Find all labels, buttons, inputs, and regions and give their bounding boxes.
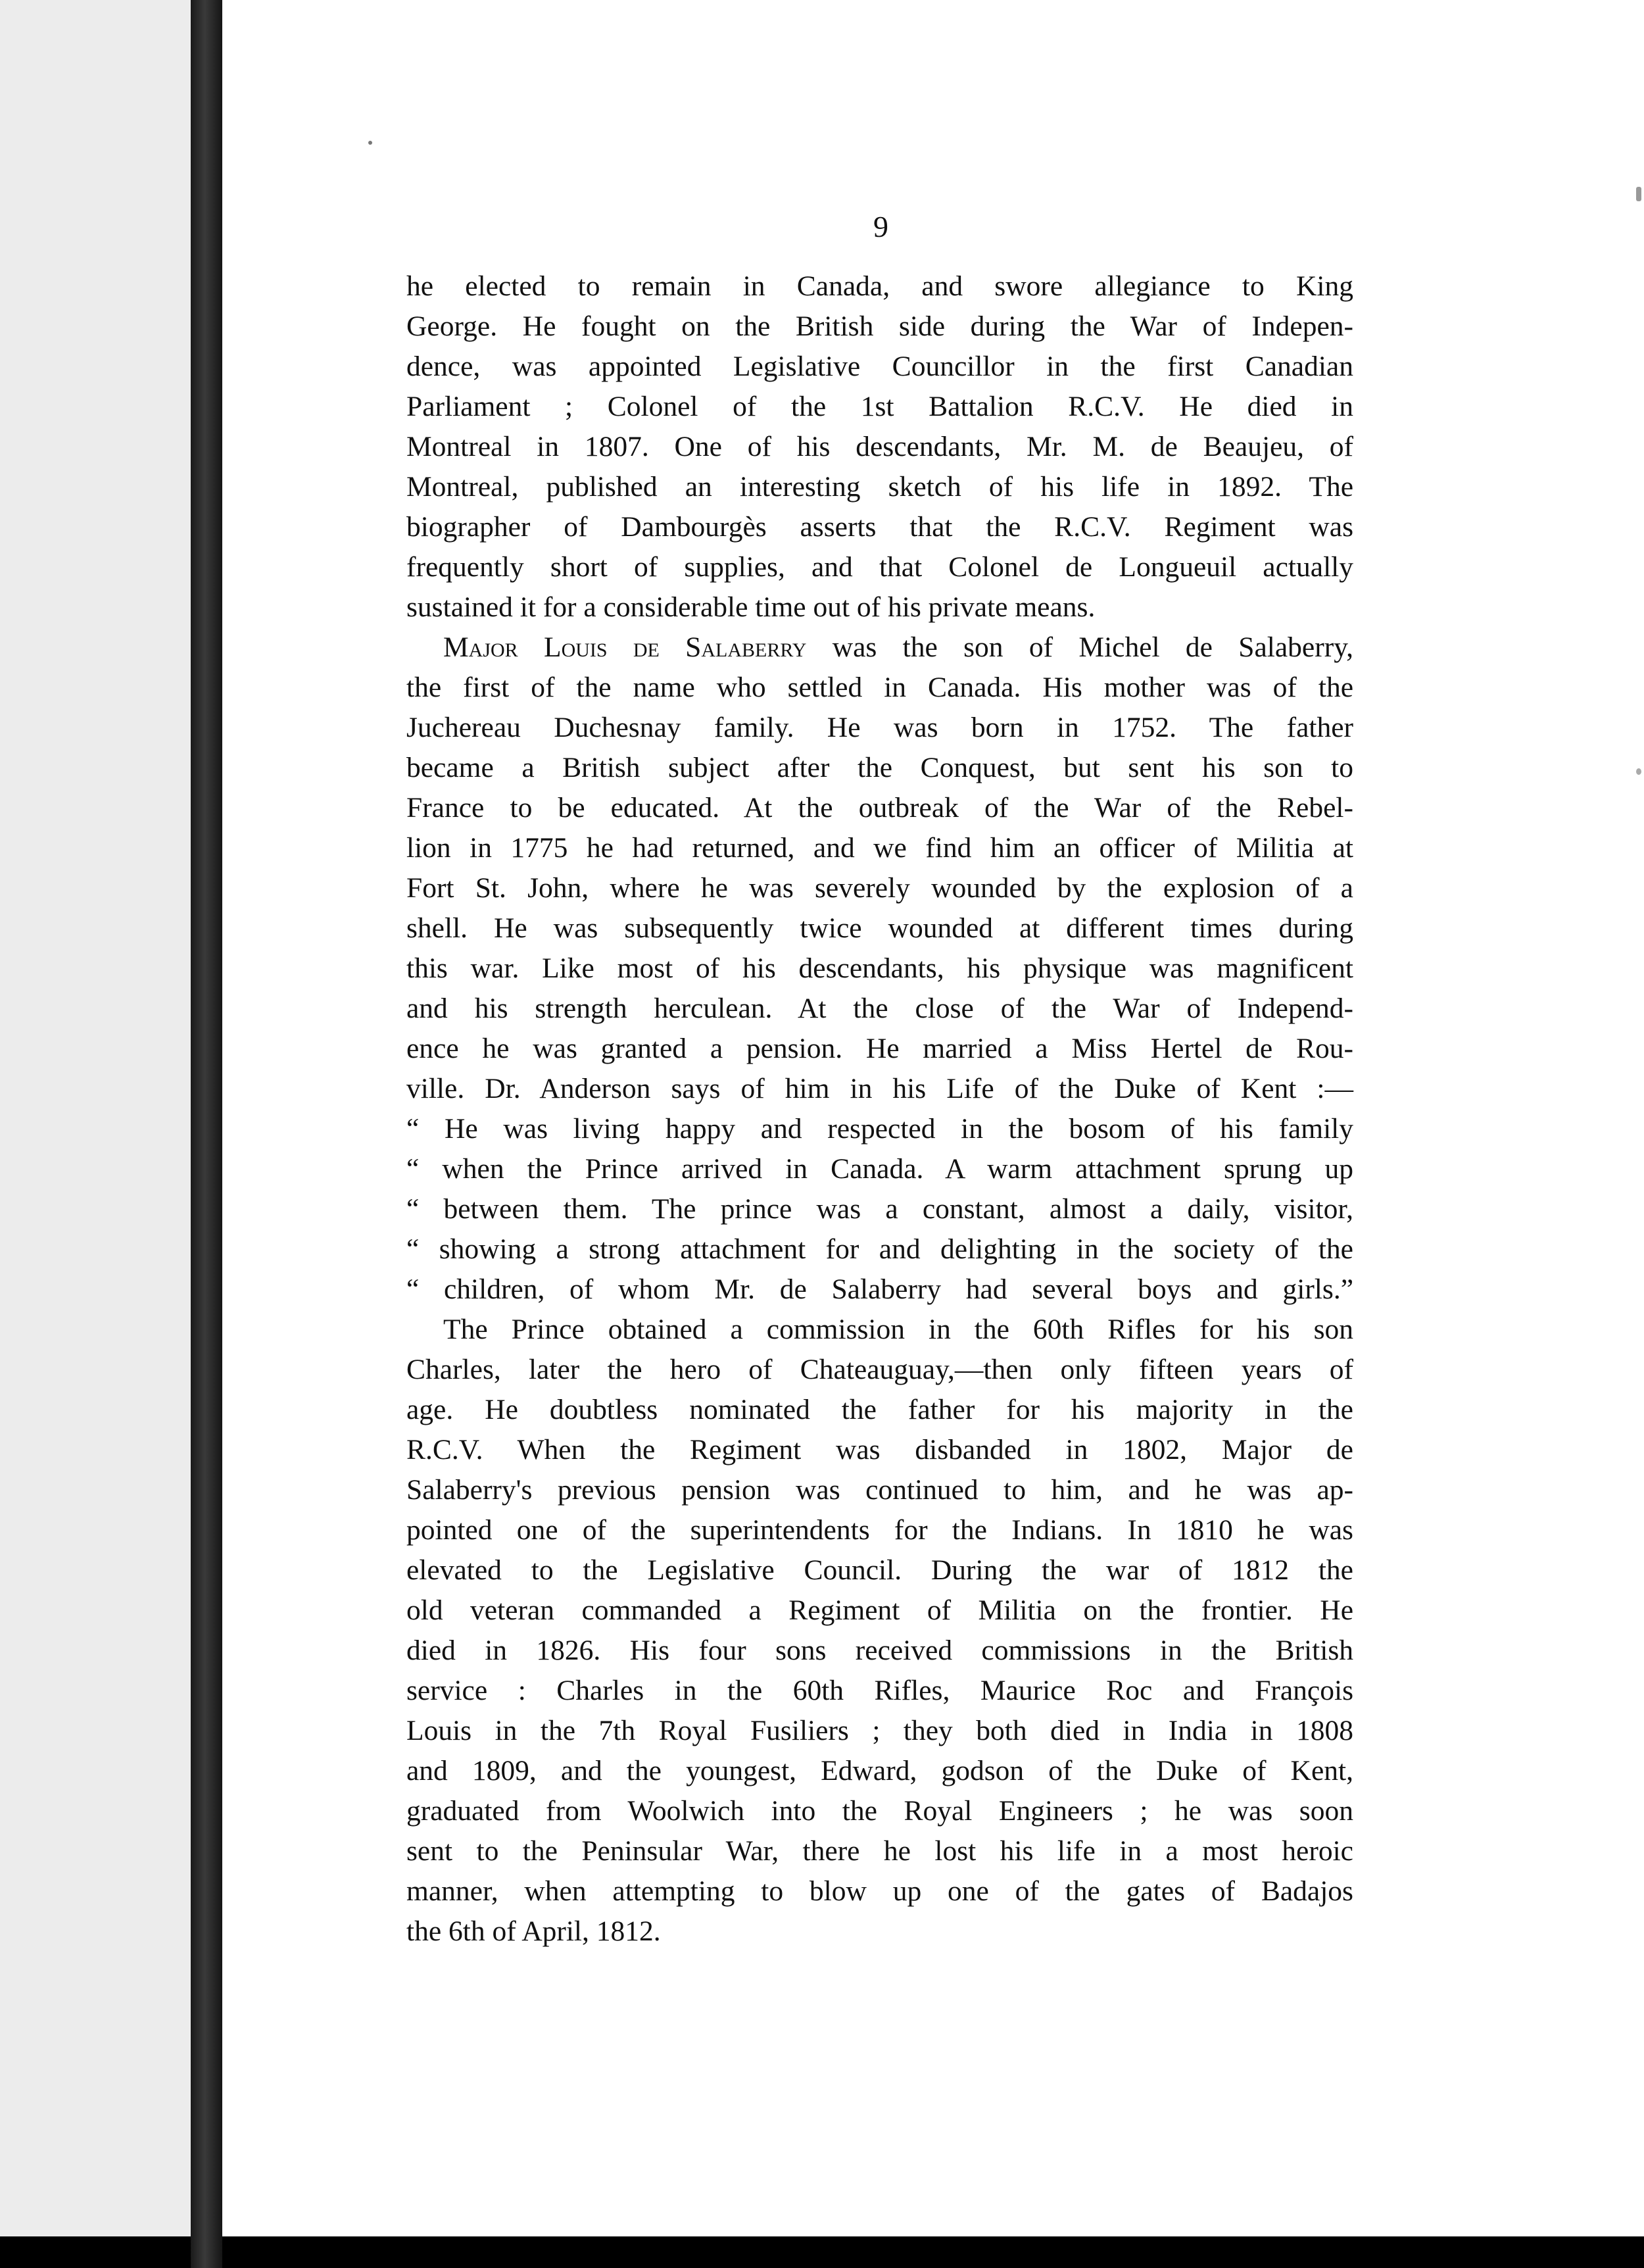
text-line: Parliament ; Colonel of the 1st Battalion R.C.V. He died in <box>406 391 1353 422</box>
text-line: Juchereau Duchesnay family. He was born in 1752. The father <box>406 712 1353 743</box>
page-number: 9 <box>873 210 888 243</box>
quote-line: “ between them. The prince was a constant, almost a daily, visitor, <box>406 1193 1353 1225</box>
text-line: frequently short of supplies, and that Colonel de Longueuil actually <box>406 551 1353 583</box>
text-line: died in 1826. His four sons received commissions in the British <box>406 1635 1353 1666</box>
text-line: shell. He was subsequently twice wounded at different times during <box>406 912 1353 944</box>
quote-line: “ when the Prince arrived in Canada. A warm attachment sprung up <box>406 1153 1353 1185</box>
paragraph-opening-line <box>406 628 1353 668</box>
text-line: the 6th of April, 1812. <box>406 1915 661 1947</box>
text-line: Montreal, published an interesting sketch of his life in 1892. The <box>406 471 1353 503</box>
text-line: manner, when attempting to blow up one of the gates of Badajos <box>406 1875 1353 1907</box>
text-line: became a British subject after the Conquest, but sent his son to <box>406 752 1353 783</box>
text-line: biographer of Dambourgès asserts that the R.C.V. Regiment was <box>406 511 1353 543</box>
text-line: France to be educated. At the outbreak of the War of the Rebel- <box>406 792 1353 824</box>
text-line: was the son of Michel de Salaberry, <box>832 631 1353 663</box>
text-line: old veteran commanded a Regiment of Militia on the frontier. He <box>406 1594 1353 1626</box>
text-line: this war. Like most of his descendants, his physique was magnificent <box>406 952 1353 984</box>
text-line: sustained it for a considerable time out of his private means. <box>406 591 1096 623</box>
text-line: ville. Dr. Anderson says of him in his Life of the Duke of Kent :— <box>406 1073 1353 1104</box>
dust-speck <box>1636 187 1641 201</box>
quote-line: “ children, of whom Mr. de Salaberry had several boys and girls.” <box>406 1273 1353 1305</box>
body-text <box>406 266 1353 1952</box>
facing-page-edge <box>0 0 191 2236</box>
text-line: the first of the name who settled in Canada. His mother was of the <box>406 672 1353 703</box>
text-line: age. He doubtless nominated the father for his majority in the <box>406 1394 1353 1425</box>
text-line: Louis in the 7th Royal Fusiliers ; they both died in India in 1808 <box>406 1715 1353 1746</box>
quote-line: “ He was living happy and respected in the bosom of his family <box>406 1113 1353 1145</box>
text-line: and his strength herculean. At the close of the War of Independ- <box>406 993 1353 1024</box>
text-line: service : Charles in the 60th Rifles, Maurice Roc and François <box>406 1675 1353 1706</box>
text-line: dence, was appointed Legislative Councillor in the first Canadian <box>406 351 1353 382</box>
text-line: Montreal in 1807. One of his descendants, Mr. M. de Beaujeu, of <box>406 431 1353 462</box>
text-line: Charles, later the hero of Chateauguay,—then only fifteen years of <box>406 1354 1353 1385</box>
text-line: and 1809, and the youngest, Edward, godson of the Duke of Kent, <box>406 1755 1353 1787</box>
text-line: lion in 1775 he had returned, and we find him an officer of Militia at <box>406 832 1353 864</box>
text-line: sent to the Peninsular War, there he lost his life in a most heroic <box>406 1835 1353 1867</box>
text-line: he elected to remain in Canada, and swore allegiance to King <box>406 270 1353 302</box>
dust-speck <box>1636 768 1641 775</box>
dust-speck <box>368 141 372 145</box>
book-gutter <box>191 0 222 2268</box>
text-line: Fort St. John, where he was severely wounded by the explosion of a <box>406 872 1353 904</box>
text-line: elevated to the Legislative Council. During the war of 1812 the <box>406 1554 1353 1586</box>
text-line: The Prince obtained a commission in the 60th Rifles for his son <box>443 1314 1353 1345</box>
text-line: pointed one of the superintendents for the Indians. In 1810 he was <box>406 1514 1353 1546</box>
text-line: Salaberry's previous pension was continued to him, and he was ap- <box>406 1474 1353 1506</box>
text-line: graduated from Woolwich into the Royal Engineers ; he was soon <box>406 1795 1353 1827</box>
text-line: ence he was granted a pension. He married a Miss Hertel de Rou- <box>406 1033 1353 1064</box>
quote-line: “ showing a strong attachment for and delighting in the society of the <box>406 1233 1353 1265</box>
text-line: George. He fought on the British side during the War of Indepen- <box>406 310 1353 342</box>
paragraph-lead-name: Major Louis de Salaberry <box>443 631 807 663</box>
text-line: R.C.V. When the Regiment was disbanded in 1802, Major de <box>406 1434 1353 1466</box>
